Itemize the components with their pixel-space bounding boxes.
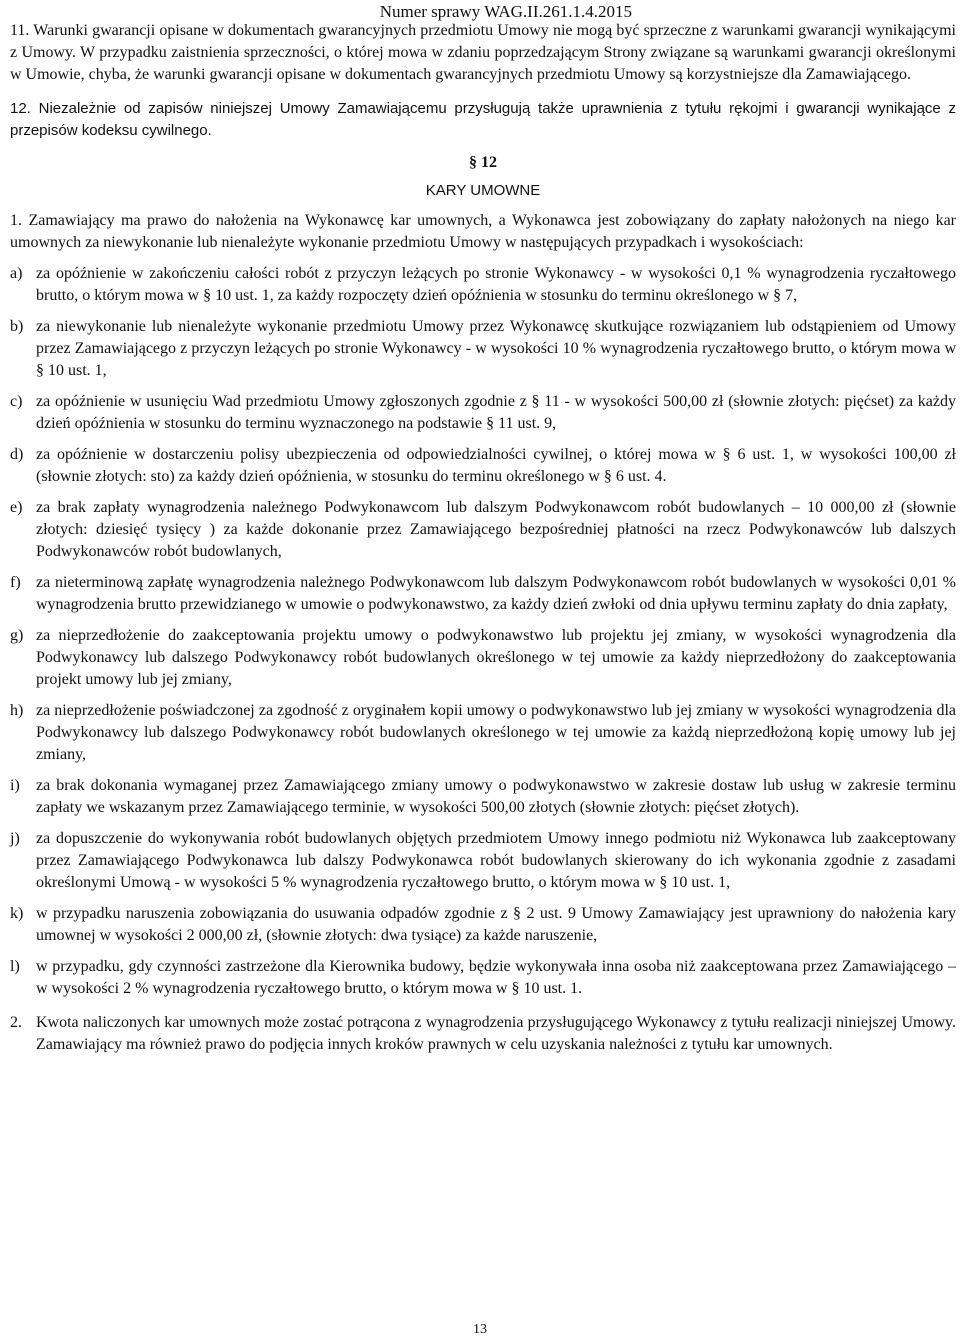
clause-12-text: Niezależnie od zapisów niniejszej Umowy Zamawiającemu przysługują także uprawnienia z tytułu rękojmi i gwarancji wynikające z przepisów kodeksu cywilnego. [10,100,956,139]
penalty-text: w przypadku, gdy czynności zastrzeżone dla Kierownika budowy, będzie wykonywała inna osoba niż zaakceptowana przez Zamawiającego – w wysokości 2 % wynagrodzenia ryczałtowego brutto, o którym mowa w § 10 ust. 1. [36,958,956,997]
penalty-text: w przypadku naruszenia zobowiązania do usuwania odpadów zgodnie z § 2 ust. 9 Umowy Zamawiający jest uprawniony do nałożenia kary umownej w wysokości 2 000,00 zł, (słownie złotych: dwa tysiące) za każde naruszenie, [36,905,956,944]
penalty-label: f) [10,574,21,591]
penalty-text: za dopuszczenie do wykonywania robót budowlanych objętych przedmiotem Umowy innego podmiotu niż Wykonawca lub zaakceptowany przez Zamawiającego Podwykonawca lub dalszy Podwykonawca robót budowlanych skierowany do ich wykonania zgodnie z zasadami określonymi Umową - w wysokości 5 % wynagrodzenia ryczałtowego brutto, o którym mowa w § 10 ust. 1, [36,830,956,891]
penalty-list [10,263,956,1000]
penalty-label: k) [10,905,24,922]
clause-11 [10,20,956,86]
penalty-item [10,903,956,947]
penalty-text: za opóźnienie w zakończeniu całości robót z przyczyn leżących po stronie Wykonawcy - w wysokości 0,1 % wynagrodzenia ryczałtowego brutto, o którym mowa w § 10 ust. 1, za każdy rozpoczęty dzień opóźnienia w stosunku do terminu określonego w § 7, [36,265,956,304]
point-2 [10,1012,956,1056]
page-number: 13 [473,1322,487,1337]
penalty-label: g) [10,627,24,644]
penalty-item [10,956,956,1000]
point-1 [10,210,956,254]
penalty-text: za opóźnienie w usunięciu Wad przedmiotu Umowy zgłoszonych zgodnie z § 11 - w wysokości 500,00 zł (słownie złotych: pięćset) za każdy dzień opóźnienia w stosunku do terminu wyznaczonego na podstawie § 11 ust. 9, [36,393,956,432]
case-number-header: Numer sprawy WAG.II.261.1.4.2015 [379,2,632,21]
penalty-item [10,625,956,691]
document-body [10,20,956,1056]
point-1-label: 1. [10,212,22,229]
penalty-label: j) [10,830,20,847]
penalty-item [10,572,956,616]
penalty-item [10,391,956,435]
point-2-label: 2. [10,1014,22,1031]
penalty-text: za brak zapłaty wynagrodzenia należnego Podwykonawcom lub dalszym Podwykonawcom robót budowlanych – 10 000,00 zł (słownie złotych: dziesięć tysięcy ) za każde dokonanie przez Zamawiającego bezpośredniej płatności na rzecz Podwykonawców lub dalszych Podwykonawców robót budowlanych, [36,499,956,560]
penalty-text: za niewykonanie lub nienależyte wykonanie przedmiotu Umowy przez Wykonawcę skutkujące rozwiązaniem lub odstąpieniem od Umowy przez Zamawiającego z przyczyn leżących po stronie Wykonawcy - w wysokości 10 % wynagrodzenia ryczałtowego brutto, o którym mowa w § 10 ust. 1, [36,318,956,379]
penalty-item [10,316,956,382]
penalty-label: i) [10,777,20,794]
penalty-label: l) [10,958,20,975]
penalty-item [10,497,956,563]
penalty-text: za opóźnienie w dostarczeniu polisy ubezpieczenia od odpowiedzialności cywilnej, o której mowa w § 6 ust. 1, w wysokości 100,00 zł (słownie złotych: sto) za każdy dzień opóźnienia, w stosunku do terminu określonego w § 6 ust. 4. [36,446,956,485]
point-2-text: Kwota naliczonych kar umownych może zostać potrącona z wynagrodzenia przysługującego Wykonawcy z tytułu realizacji niniejszej Umowy. Zamawiający ma również prawo do podjęcia innych kroków prawnych w celu uzyskania należności z tytułu kar umownych. [36,1014,956,1053]
point-1-text: Zamawiający ma prawo do nałożenia na Wykonawcę kar umownych, a Wykonawca jest zobowiązany do zapłaty nałożonych na niego kar umownych za niewykonanie lub nienależyte wykonanie przedmiotu Umowy w następujących przypadkach i wysokościach: [10,212,956,251]
penalty-text: za brak dokonania wymaganej przez Zamawiającego zmiany umowy o podwykonawstwo w zakresie dostaw lub usług w zakresie terminu zapłaty we wskazanym przez Zamawiającego terminie, w wysokości 500,00 złotych (słownie złotych: pięćset złotych). [36,777,956,816]
penalty-label: e) [10,499,23,516]
clause-11-label: 11. [10,22,30,39]
penalty-text: za nieterminową zapłatę wynagrodzenia należnego Podwykonawcom lub dalszym Podwykonawcom robót budowlanych w wysokości 0,01 % wynagrodzenia brutto przewidzianego w umowie o podwykonawstwo, za każdy dzień zwłoki od dnia upływu terminu zapłaty do dnia zapłaty, [36,574,956,613]
penalty-label: d) [10,446,24,463]
penalty-label: c) [10,393,23,410]
penalty-item [10,700,956,766]
penalty-label: a) [10,265,23,282]
clause-11-text: Warunki gwarancji opisane w dokumentach gwarancyjnych przedmiotu Umowy nie mogą być sprzeczne z warunkami gwarancji wynikającymi z Umowy. W przypadku zaistnienia sprzeczności, o której mowa w zdaniu poprzedzającym Strony związane są warunkami gwarancji określonymi w Umowie, chyba, że warunki gwarancji opisane w dokumentach gwarancyjnych przedmiotu Umowy są korzystniejsze dla Zamawiającego. [10,22,956,83]
penalty-item [10,775,956,819]
penalty-text: za nieprzedłożenie poświadczonej za zgodność z oryginałem kopii umowy o podwykonawstwo lub jej zmiany w wysokości wynagrodzenia dla Podwykonawcy lub dalszego Podwykonawcy robót budowlanych określonego w tej umowie za każdą nieprzedłożoną kopię umowy lub jej zmiany, [36,702,956,763]
section-title: KARY UMOWNE [425,182,541,199]
penalty-label: h) [10,702,24,719]
clause-12 [10,98,956,142]
penalty-text: za nieprzedłożenie do zaakceptowania projektu umowy o podwykonawstwo lub projektu jej zmiany, w wysokości wynagrodzenia dla Podwykonawcy lub dalszego Podwykonawcy robót budowlanych określonego w tej umowie za każdy nieprzedłożony do zaakceptowania projekt umowy lub jej zmiany, [36,627,956,688]
section-heading [10,152,956,202]
penalty-item [10,828,956,894]
clause-12-label: 12. [10,100,31,117]
penalty-label: b) [10,318,24,335]
penalty-item [10,263,956,307]
section-number: § 12 [469,154,497,171]
penalty-item [10,444,956,488]
